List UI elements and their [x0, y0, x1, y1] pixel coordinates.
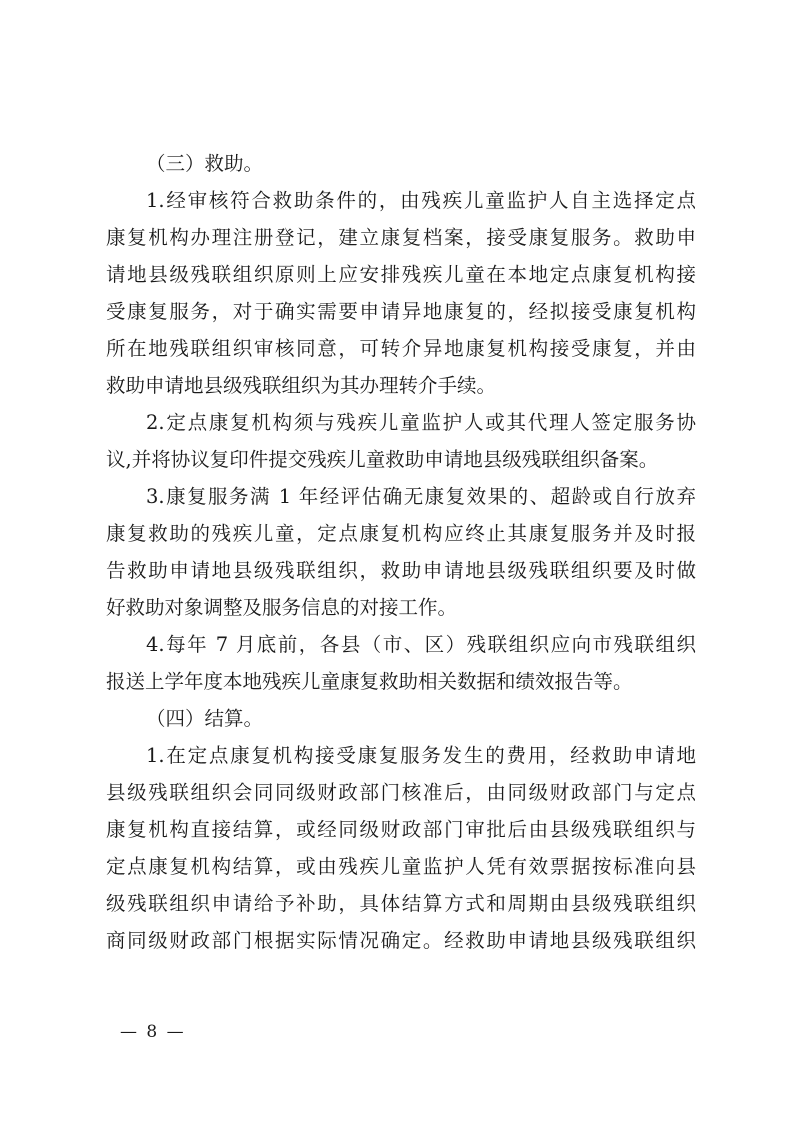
text-line: 议,并将协议复印件提交残疾儿童救助申请地县级残联组织备案。: [106, 448, 659, 471]
text-line: 1.在定点康复机构接受康复服务发生的费用，经救助申请地: [146, 744, 696, 767]
text-line: （三）救助。: [146, 152, 264, 175]
text-line: 告救助申请地县级残联组织，救助申请地县级残联组织要及时做: [106, 559, 696, 582]
text-line: 4.每年 7 月底前，各县（市、区）残联组织应向市残联组织: [146, 633, 696, 656]
text-line: 救助申请地县级残联组织为其办理转介手续。: [106, 374, 497, 397]
text-line: 商同级财政部门根据实际情况确定。经救助申请地县级残联组织: [106, 929, 696, 952]
text-line: 康复救助的残疾儿童，定点康复机构应终止其康复服务并及时报: [106, 522, 696, 545]
text-line: 县级残联组织会同同级财政部门核准后，由同级财政部门与定点: [106, 781, 696, 804]
text-line: 康复机构直接结算，或经同级财政部门审批后由县级残联组织与: [106, 818, 696, 841]
text-line: 所在地残联组织审核同意，可转介异地康复机构接受康复，并由: [106, 337, 696, 360]
text-line: 2.定点康复机构须与残疾儿童监护人或其代理人签定服务协: [146, 411, 696, 434]
text-line: 报送上学年度本地残疾儿童康复救助相关数据和绩效报告等。: [106, 670, 633, 693]
text-line: 好救助对象调整及服务信息的对接工作。: [106, 596, 458, 619]
text-line: 3.康复服务满 1 年经评估确无康复效果的、超龄或自行放弃: [146, 485, 696, 508]
text-line: （四）结算。: [146, 707, 264, 730]
text-line: 级残联组织申请给予补助，具体结算方式和周期由县级残联组织: [106, 892, 696, 915]
text-line: 康复机构办理注册登记，建立康复档案，接受康复服务。救助申: [106, 226, 696, 249]
text-line: 受康复服务，对于确实需要申请异地康复的，经拟接受康复机构: [106, 300, 696, 323]
text-line: 1.经审核符合救助条件的，由残疾儿童监护人自主选择定点: [146, 189, 696, 212]
text-line: 定点康复机构结算，或由残疾儿童监护人凭有效票据按标准向县: [106, 855, 696, 878]
page-number: — 8 —: [120, 1022, 186, 1042]
document-body: [106, 145, 696, 959]
text-line: 请地县级残联组织原则上应安排残疾儿童在本地定点康复机构接: [106, 263, 696, 286]
